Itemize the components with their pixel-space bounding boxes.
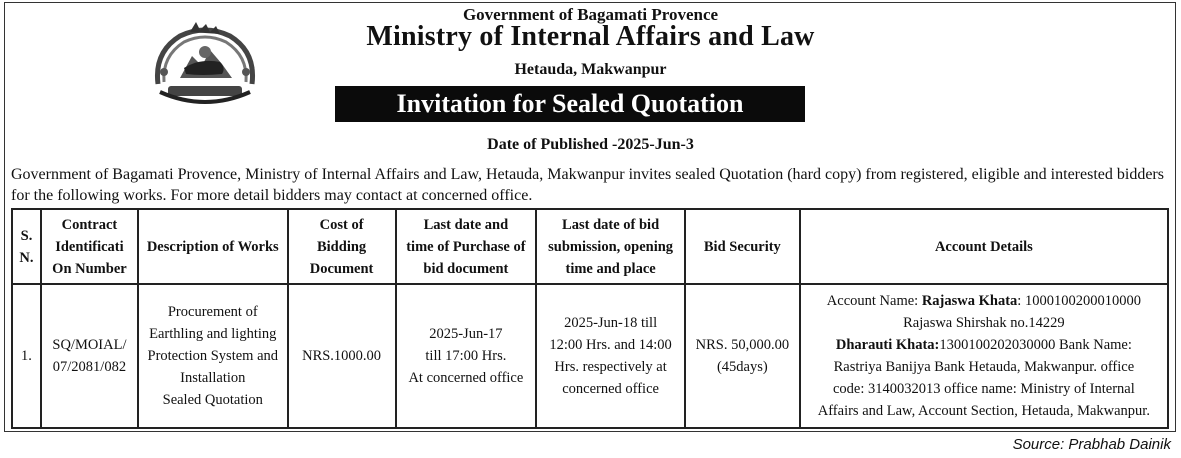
ministry-title: Ministry of Internal Affairs and Law bbox=[366, 21, 815, 52]
office-location: Hetauda, Makwanpur bbox=[514, 61, 667, 78]
header-cost: Cost of Bidding Document bbox=[288, 209, 396, 284]
header-description: Description of Works bbox=[138, 209, 288, 284]
header-bid-security: Bid Security bbox=[685, 209, 800, 284]
intro-paragraph: Government of Bagamati Provence, Ministry of Internal Affairs and Law, Hetauda, Makwanpur invites sealed Quotation (hard copy) from registered, eligible and interested bidders for the following works. For more detail bidders may contact at concerned office. bbox=[11, 166, 1164, 204]
table-row bbox=[12, 284, 1168, 428]
header-account-details: Account Details bbox=[800, 209, 1168, 284]
cell-purchase-date: 2025-Jun-17 till 17:00 Hrs. At concerned office bbox=[396, 284, 537, 428]
header-purchase-date: Last date and time of Purchase of bid document bbox=[396, 209, 537, 284]
cell-cost: NRS.1000.00 bbox=[288, 284, 396, 428]
cell-bid-security: NRS. 50,000.00 (45days) bbox=[685, 284, 800, 428]
header-submission-date: Last date of bid submission, opening time and place bbox=[536, 209, 685, 284]
header-contract-id: Contract Identificati On Number bbox=[41, 209, 138, 284]
government-title: Government of Bagamati Provence bbox=[462, 5, 719, 24]
cell-contract-id: SQ/MOIAL/ 07/2081/082 bbox=[41, 284, 138, 428]
cell-account-details: Account Name: Rajaswa Khata: 1000100200010000 Rajaswa Shirshak no.14229 Dharauti Khata:1300100202030000 Bank Name: Rastriya Banijya Bank Hetauda, Makwanpur. office code: 3140032013 office name: Ministry of Internal Affairs and Law, Account Section, Hetauda, Makwanpur. bbox=[800, 284, 1168, 428]
table-header-row bbox=[12, 209, 1168, 284]
cell-sn: 1. bbox=[12, 284, 41, 428]
cell-submission-date: 2025-Jun-18 till 12:00 Hrs. and 14:00 Hrs. respectively at concerned office bbox=[536, 284, 685, 428]
header-sn: S. N. bbox=[12, 209, 41, 284]
publish-date: Date of Published -2025-Jun-3 bbox=[487, 136, 694, 153]
quotation-table bbox=[11, 208, 1169, 429]
notice-banner: Invitation for Sealed Quotation bbox=[335, 86, 805, 122]
cell-description: Procurement of Earthling and lighting Protection System and Installation Sealed Quotation bbox=[138, 284, 288, 428]
source-credit: Source: Prabhab Dainik bbox=[1012, 436, 1171, 453]
